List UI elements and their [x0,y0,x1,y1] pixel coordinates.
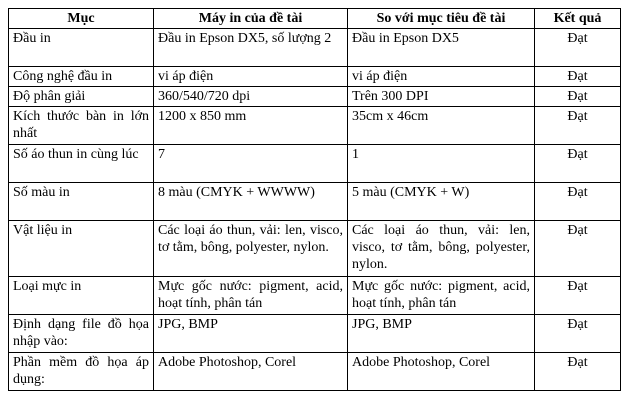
cell-result: Đạt [535,107,621,145]
cell-item: Số màu in [9,183,154,221]
cell-result: Đạt [535,145,621,183]
cell-target: 1 [348,145,535,183]
cell-result: Đạt [535,315,621,353]
cell-target: Đầu in Epson DX5 [348,29,535,67]
cell-machine: vi áp điện [154,67,348,87]
cell-item: Số áo thun in cùng lúc [9,145,154,183]
cell-machine: Các loại áo thun, vải: len, visco, tơ tằm, bông, polyester, nylon. [154,221,348,277]
table-row [9,145,621,183]
cell-target: 5 màu (CMYK + W) [348,183,535,221]
cell-result: Đạt [535,29,621,67]
cell-item: Phần mềm đồ họa áp dụng: [9,353,154,391]
cell-machine: JPG, BMP [154,315,348,353]
cell-result: Đạt [535,353,621,391]
table-header-row [9,9,621,29]
cell-item: Công nghệ đầu in [9,67,154,87]
header-item: Mục [9,9,154,29]
comparison-table [8,8,621,391]
cell-item: Kích thước bàn in lớn nhất [9,107,154,145]
table-row [9,315,621,353]
cell-target: Trên 300 DPI [348,87,535,107]
cell-machine: 1200 x 850 mm [154,107,348,145]
table-row [9,107,621,145]
cell-target: 35cm x 46cm [348,107,535,145]
cell-machine: Đầu in Epson DX5, số lượng 2 [154,29,348,67]
cell-machine: 8 màu (CMYK + WWWW) [154,183,348,221]
cell-item: Định dạng file đồ họa nhập vào: [9,315,154,353]
cell-target: vi áp điện [348,67,535,87]
cell-machine: Mực gốc nước: pigment, acid, hoạt tính, phân tán [154,277,348,315]
cell-target: JPG, BMP [348,315,535,353]
table-row [9,87,621,107]
cell-target: Các loại áo thun, vải: len, visco, tơ tằm, bông, polyester, nylon. [348,221,535,277]
cell-result: Đạt [535,183,621,221]
table-row [9,67,621,87]
cell-target: Mực gốc nước: pigment, acid, hoạt tính, phân tán [348,277,535,315]
cell-result: Đạt [535,221,621,277]
document-page [8,8,620,391]
cell-item: Độ phân giải [9,87,154,107]
cell-target: Adobe Photoshop, Corel [348,353,535,391]
cell-item: Vật liệu in [9,221,154,277]
cell-machine: 7 [154,145,348,183]
cell-machine: Adobe Photoshop, Corel [154,353,348,391]
cell-result: Đạt [535,277,621,315]
cell-result: Đạt [535,67,621,87]
table-row [9,221,621,277]
header-target: So với mục tiêu đề tài [348,9,535,29]
table-row [9,353,621,391]
header-result: Kết quả [535,9,621,29]
table-row [9,29,621,67]
table-row [9,277,621,315]
header-machine: Máy in của đề tài [154,9,348,29]
table-row [9,183,621,221]
cell-item: Loại mực in [9,277,154,315]
cell-result: Đạt [535,87,621,107]
cell-item: Đầu in [9,29,154,67]
cell-machine: 360/540/720 dpi [154,87,348,107]
